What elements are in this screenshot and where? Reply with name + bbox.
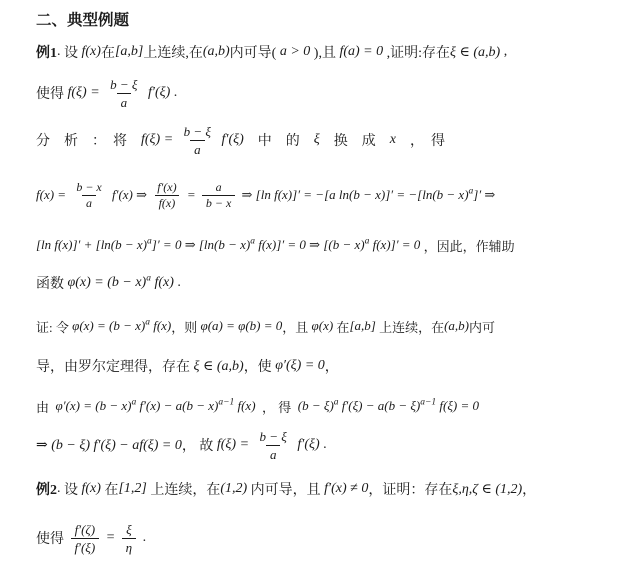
text-run: $\varphi'(x) = (b - x)^a$ (55, 397, 137, 413)
example1-statement-line1 (36, 42, 507, 62)
text-run: (1,2) (220, 481, 248, 496)
text-run: ， 得 (396, 134, 445, 149)
text-run: φ(x) (311, 318, 334, 333)
text-run: 上连续,在 (143, 46, 203, 61)
fraction-numerator: b − ξ (183, 123, 211, 139)
text-run: ，因此，作辅助 (420, 238, 515, 254)
analysis-line3 (36, 235, 515, 255)
text-run: 证: 令 (36, 319, 73, 335)
text-run: ξ,η,ζ ∈ (1,2) (452, 481, 523, 497)
text-run: f(a) = 0 (339, 44, 384, 59)
text-run: f(x) (234, 398, 256, 413)
text-run: $f'(\xi) - a(b - \xi)^{a-1}$ (338, 397, 437, 413)
example1-statement-line2 (36, 71, 177, 115)
text-run: ， 故 (181, 439, 217, 454)
text-run: f(ξ) = (67, 85, 104, 100)
text-run: ， (324, 360, 339, 375)
text-run: ， 得 (255, 399, 298, 415)
text-run: (a,b) (202, 44, 230, 59)
text-run: f(x) (81, 481, 101, 496)
fraction (256, 428, 291, 463)
text-run: 在 (100, 46, 115, 61)
superscript: a−1 (218, 397, 235, 408)
text-run: 由 (36, 399, 56, 415)
analysis-line2 (36, 173, 495, 217)
text-run: . (319, 437, 327, 452)
text-run: 例1 (36, 46, 57, 61)
fraction-numerator: f′(ζ) (74, 521, 96, 537)
text-run: f(x) (150, 275, 174, 290)
fraction-numerator: b − ξ (110, 76, 138, 92)
fraction-denominator: f(x) (155, 195, 180, 211)
text-run: . (57, 44, 64, 59)
text-run: 设 (64, 46, 82, 61)
fraction-numerator: b − x (76, 179, 102, 194)
text-run: . (173, 275, 181, 290)
text-run: ),且 (310, 46, 340, 61)
example2-statement-line2 (36, 516, 146, 560)
fraction-denominator: f′(ξ) (71, 538, 100, 556)
fraction (153, 180, 180, 211)
text-run: φ(a) = φ(b) = 0 (200, 318, 283, 333)
fraction-denominator: a (117, 93, 132, 111)
superscript: a (468, 186, 474, 197)
text-run: 上连续，在 (146, 483, 221, 498)
text-run: [1,2] (118, 481, 147, 496)
text-run: f(x) = (36, 187, 70, 202)
text-run: f(x) (81, 44, 101, 59)
text-run: f(ξ) = (141, 132, 177, 147)
superscript: a (333, 397, 339, 408)
text-run: 内可导( (229, 46, 280, 61)
superscript: a (145, 317, 150, 328)
text-run: f(x)]′ = 0 (369, 237, 421, 252)
text-run: 导，由罗尔定理得，存在 (36, 360, 194, 375)
proof-line2 (36, 356, 339, 376)
text-run: 内可导，且 (247, 483, 325, 498)
text-run: ξ ∈ (a,b) (450, 44, 501, 60)
text-run: 在 (100, 483, 119, 498)
text-run: ，证明：存在 (368, 483, 453, 498)
text-run: f(ξ) = (216, 437, 253, 452)
example2-statement-line1 (36, 479, 536, 499)
text-run: 函数 (36, 277, 68, 292)
superscript: a (250, 236, 255, 247)
text-run: (a,b) (444, 318, 469, 333)
text-run: ξ (313, 132, 320, 147)
text-run: ]′ ⇒ (473, 187, 496, 202)
text-run: . (170, 85, 178, 100)
text-run: [ln $f(x)]' + [\ln(b - x)^a$ (36, 236, 152, 252)
fraction-denominator: η (122, 538, 136, 556)
text-run: 中 的 (243, 134, 314, 149)
analysis-line1 (36, 118, 445, 162)
text-run: ξ ∈ (a,b) (193, 358, 244, 374)
fraction-numerator: ξ (126, 521, 132, 537)
text-run: f′(x) ⇒ (108, 187, 151, 202)
fraction (71, 521, 100, 556)
text-run: [a,b] (114, 44, 144, 59)
fraction-denominator: a (190, 140, 205, 158)
text-run: f(ξ) = 0 (436, 398, 480, 413)
text-run: $f'(x) - a(b - x)^{a-1}$ (136, 397, 235, 413)
fraction-denominator: a (82, 195, 96, 211)
fraction (72, 180, 105, 211)
proof-line1 (36, 316, 495, 336)
fraction (180, 123, 215, 158)
analysis-line4 (36, 273, 181, 293)
text-run: 设 (64, 483, 82, 498)
text-run: = (102, 530, 119, 545)
text-run: . (139, 530, 147, 545)
text-run: $(b - \xi)^a$ (297, 397, 339, 413)
text-run: ]′ = 0 ⇒ [$\ln(b - x)^a$ (151, 236, 255, 252)
text-run: ， (522, 483, 537, 498)
text-run: a > 0 (279, 44, 311, 59)
text-run: 在 (333, 319, 350, 335)
text-run: . (57, 481, 64, 496)
text-run: ，则 (171, 319, 201, 335)
text-run: φ′(ξ) = 0 (275, 358, 325, 373)
proof-line4 (36, 423, 327, 467)
text-run: $\varphi(x) = (b - x)^a$ (72, 317, 150, 333)
text-run: f′(ξ) (293, 437, 320, 452)
fraction (122, 521, 136, 556)
text-run: 例2 (36, 483, 57, 498)
text-run: 内可 (469, 319, 496, 335)
superscript: a (364, 236, 370, 247)
superscript: a (146, 273, 151, 284)
superscript: a (147, 236, 152, 247)
text-run: ⇒ [ln f(x)]′ = −[a $\ln(b - x)]' = -[\ln(b - x)^a$ (238, 186, 474, 202)
text-run: ,证明:存在 (383, 46, 451, 61)
fraction (202, 180, 235, 211)
text-run: f(x) (149, 318, 172, 333)
text-run: 使得 (36, 87, 68, 102)
proof-line3 (36, 396, 479, 416)
fraction-denominator: b − x (202, 195, 235, 211)
text-run: f′(ξ) (218, 132, 244, 147)
text-run: 使得 (36, 532, 68, 547)
section-heading: 二、典型例题 (36, 12, 130, 29)
fraction-numerator: b − ξ (259, 428, 287, 444)
text-run: , (500, 44, 508, 59)
superscript: a (131, 397, 137, 408)
text-run: ，使 (243, 360, 276, 375)
text-run: $\varphi(x) = (b - x)^a$ (67, 273, 151, 290)
text-run: 换 成 (319, 134, 390, 149)
text-run: x (389, 132, 396, 147)
text-run: 上连续，在 (375, 319, 445, 335)
text-run: f(x)]′ = 0 ⇒ [$(b - x)^a$ (254, 236, 370, 252)
text-run: = (183, 187, 199, 202)
text-run: 分 析 ： 将 (36, 134, 141, 149)
fraction-denominator: a (266, 445, 281, 463)
text-run: f′(x) ≠ 0 (324, 481, 369, 496)
text-run: [a,b] (349, 318, 376, 333)
superscript: a−1 (420, 397, 437, 408)
fraction (106, 76, 141, 111)
text-run: ，且 (282, 319, 312, 335)
text-run: f′(ξ) (144, 85, 171, 100)
text-run: ⇒ (b − ξ) f′(ξ) − af(ξ) = 0 (36, 437, 182, 453)
fraction-numerator: f′(x) (157, 179, 177, 194)
fraction-numerator: a (215, 179, 222, 194)
